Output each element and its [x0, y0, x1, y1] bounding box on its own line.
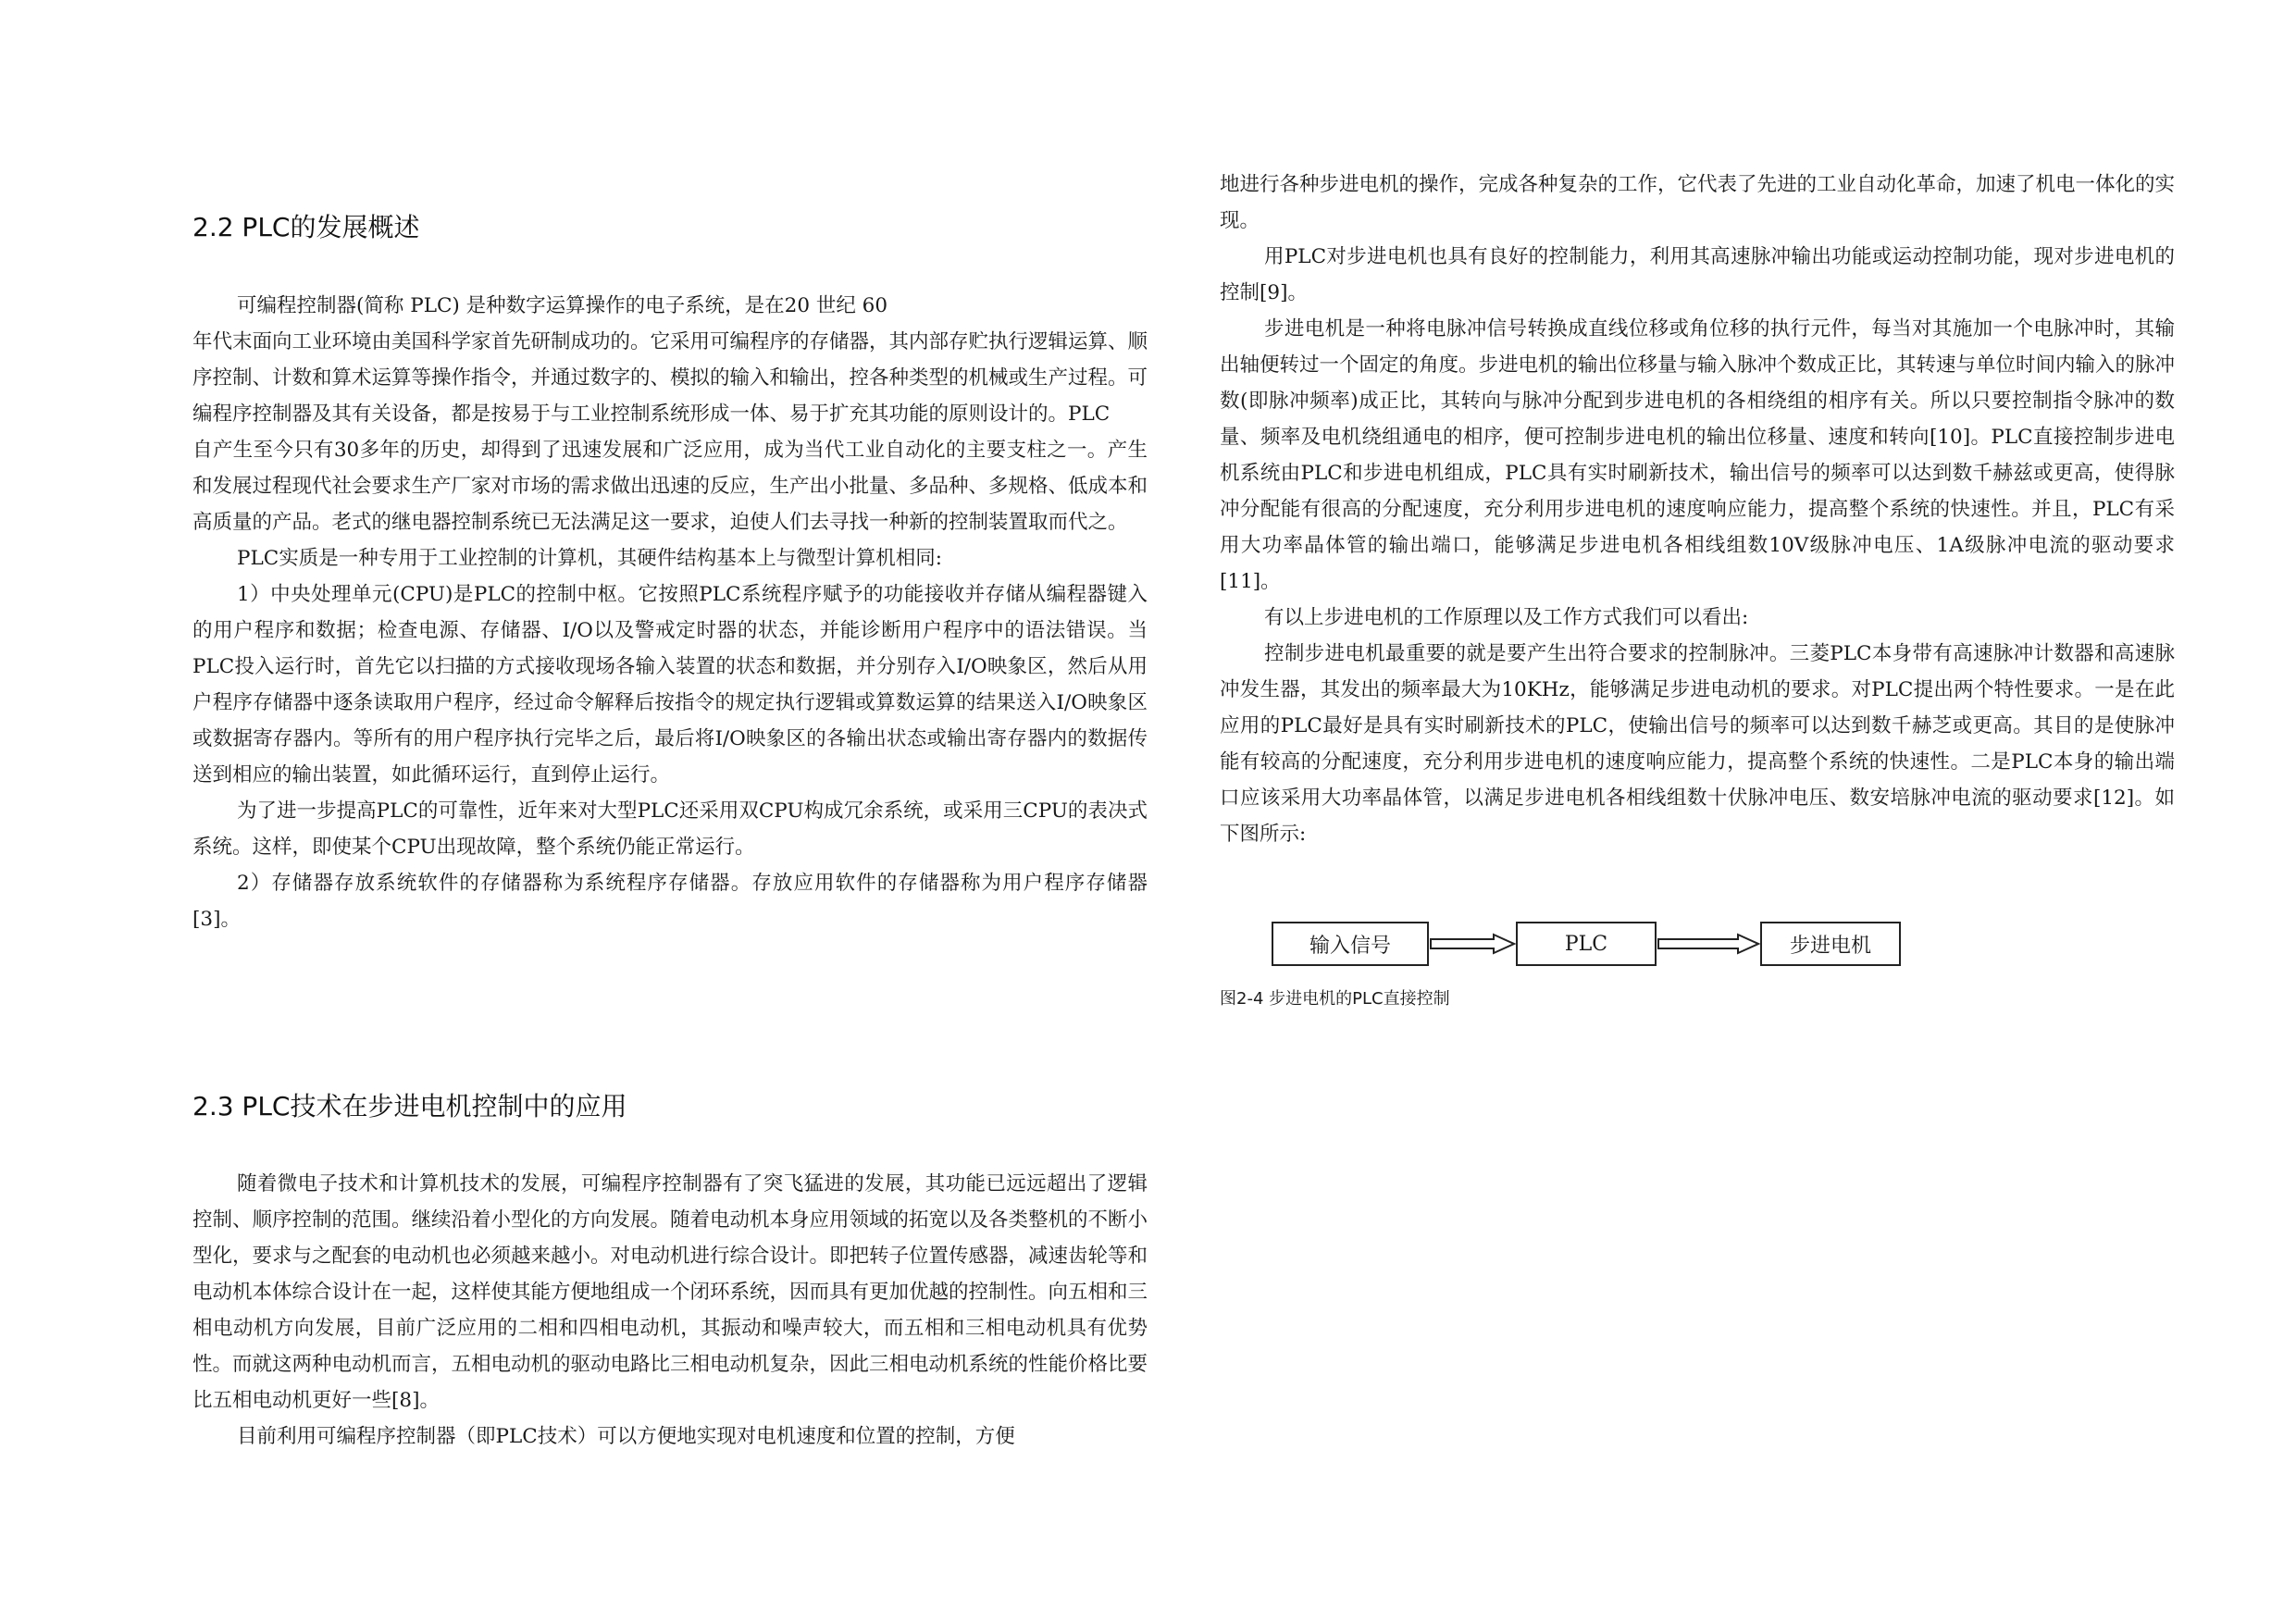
section-2-3-title: 2.3 PLC技术在步进电机控制中的应用 [192, 1091, 627, 1121]
paragraph: 年代末面向工业环境由美国科学家首先研制成功的。它采用可编程序的存储器，其内部存贮执行逻辑运算、顺序控制、计数和算术运算等操作指令，并通过数字的、模拟的输入和输出，控各种类型的机械或生产过程。可编程序控制器及其有关设备，都是按易于与工业控制系统形成一体、易于扩充其功能的原则设计的。PLC [192, 330, 1148, 426]
section-2-2-body [192, 288, 1148, 937]
paragraph: 随着微电子技术和计算机技术的发展，可编程序控制器有了突飞猛进的发展，其功能已远远超出了逻辑控制、顺序控制的范围。继续沿着小型化的方向发展。随着电动机本身应用领域的拓宽以及各类整机的不断小型化，要求与之配套的电动机也必须越来越小。对电动机进行综合设计。即把转子位置传感器，减速齿轮等和电动机本体综合设计在一起，这样使其能方便地组成一个闭环系统，因而具有更加优越的控制性。向五相和三相电动机方向发展，目前广泛应用的二相和四相电动机，其振动和噪声较大，而五相和三相电动机具有优势性。而就这两种电动机而言，五相电动机的驱动电路比三相电动机复杂，因此三相电动机系统的性能价格比要比五相电动机更好一些[8]。 [192, 1172, 1148, 1412]
paragraph: 2）存储器存放系统软件的存储器称为系统程序存储器。存放应用软件的存储器称为用户程序存储器[3]。 [192, 872, 1148, 931]
stepper-motor-box [1760, 922, 1901, 966]
plc-label: PLC [1564, 932, 1608, 956]
paragraph: 可编程控制器(简称 PLC) 是种数字运算操作的电子系统，是在20 世纪 60 [237, 294, 888, 317]
section-2-2-title: 2.2 PLC的发展概述 [192, 212, 420, 242]
section-2-3-body [192, 1166, 1148, 1455]
arrow-right-icon [1657, 933, 1760, 955]
input-signal-label: 输入信号 [1309, 934, 1391, 958]
paragraph: 自产生至今只有30多年的历史，却得到了迅速发展和广泛应用，成为当代工业自动化的主要支柱之一。产生和发展过程现代社会要求生产厂家对市场的需求做出迅速的反应，生产出小批量、多品种、多规格、低成本和高质量的产品。老式的继电器控制系统已无法满足这一要求，迫使人们去寻找一种新的控制装置取而代之。 [192, 439, 1148, 534]
paragraph: 地进行各种步进电机的操作，完成各种复杂的工作，它代表了先进的工业自动化革命，加速了机电一体化的实现。 [1220, 173, 2176, 232]
paragraph: PLC实质是一种专用于工业控制的计算机，其硬件结构基本上与微型计算机相同: [237, 547, 942, 570]
paragraph: 为了进一步提高PLC的可靠性，近年来对大型PLC还采用双CPU构成冗余系统，或采用三CPU的表决式系统。这样，即使某个CPU出现故障，整个系统仍能正常运行。 [192, 799, 1148, 859]
paragraph: 目前利用可编程序控制器（即PLC技术）可以方便地实现对电机速度和位置的控制，方便 [237, 1425, 1015, 1448]
input-signal-box [1272, 922, 1429, 966]
right-body [1220, 167, 2175, 852]
paragraph: 步进电机是一种将电脉冲信号转换成直线位移或角位移的执行元件，每当对其施加一个电脉冲时，其输出轴便转过一个固定的角度。步进电机的输出位移量与输入脉冲个数成正比，其转速与单位时间内输入的脉冲数(即脉冲频率)成正比，其转向与脉冲分配到步进电机的各相绕组的相序有关。所以只要控制指令脉冲的数量、频率及电机绕组通电的相序，便可控制步进电机的输出位移量、速度和转向[10]。PLC直接控制步进电机系统由PLC和步进电机组成，PLC具有实时刷新技术，输出信号的频率可以达到数千赫兹或更高，使得脉冲分配能有很高的分配速度，充分利用步进电机的速度响应能力，提高整个系统的快速性。并且，PLC有采用大功率晶体管的输出端口，能够满足步进电机各相线组数10V级脉冲电压、1A级脉冲电流的驱动要求[11]。 [1220, 317, 2176, 593]
figure-caption: 图2-4 步进电机的PLC直接控制 [1220, 989, 1450, 1009]
plc-box [1516, 922, 1657, 966]
stepper-motor-label: 步进电机 [1789, 934, 1871, 958]
paragraph: 有以上步进电机的工作原理以及工作方式我们可以看出: [1264, 606, 1749, 629]
arrow-right-icon [1429, 933, 1516, 955]
paragraph: 用PLC对步进电机也具有良好的控制能力，利用其高速脉冲输出功能或运动控制功能，现对步进电机的控制[9]。 [1220, 245, 2175, 304]
paragraph: 1）中央处理单元(CPU)是PLC的控制中枢。它按照PLC系统程序赋予的功能接收并存储从编程器键入的用户程序和数据；检查电源、存储器、I/O以及警戒定时器的状态，并能诊断用户程序中的语法错误。当PLC投入运行时，首先它以扫描的方式接收现场各输入装置的状态和数据，并分别存入I/O映象区，然后从用户程序存储器中逐条读取用户程序，经过命令解释后按指令的规定执行逻辑或算数运算的结果送入I/O映象区或数据寄存器内。等所有的用户程序执行完毕之后，最后将I/O映象区的各输出状态或输出寄存器内的数据传送到相应的输出装置，如此循环运行，直到停止运行。 [192, 583, 1148, 787]
paragraph: 控制步进电机最重要的就是要产生出符合要求的控制脉冲。三菱PLC本身带有高速脉冲计数器和高速脉冲发生器，其发出的频率最大为10KHz，能够满足步进电动机的要求。对PLC提出两个特性要求。一是在此应用的PLC最好是具有实时刷新技术的PLC，使输出信号的频率可以达到数千赫芝或更高。其目的是使脉冲能有较高的分配速度，充分利用步进电机的速度响应能力，提高整个系统的快速性。二是PLC本身的输出端口应该采用大功率晶体管，以满足步进电机各相线组数十伏脉冲电压、数安培脉冲电流的驱动要求[12]。如下图所示: [1220, 642, 2175, 846]
plc-stepper-diagram [1272, 916, 1938, 981]
